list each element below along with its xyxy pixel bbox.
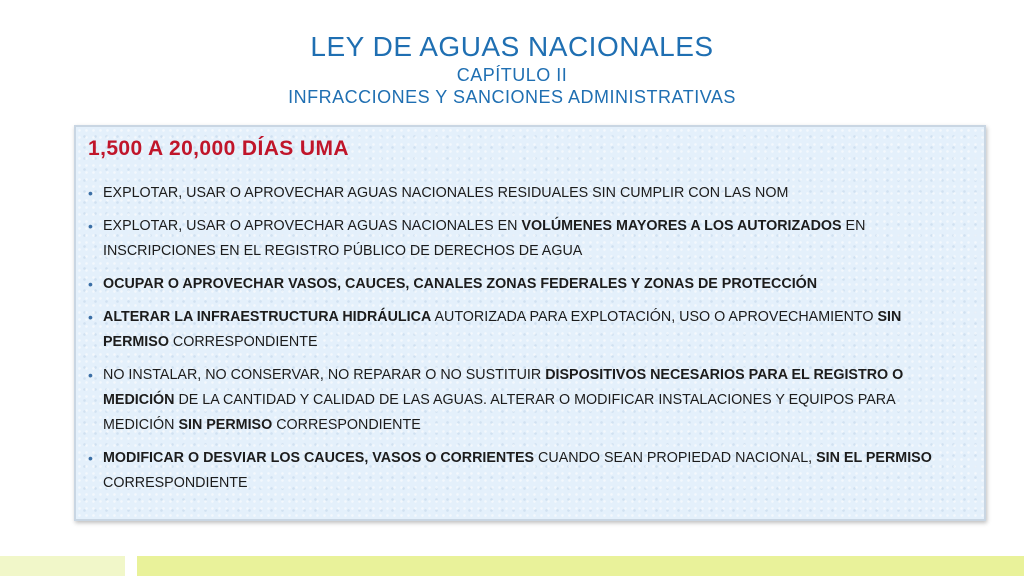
- bullet-icon: •: [88, 367, 93, 383]
- list-item-text: CORRESPONDIENTE: [168, 334, 318, 350]
- bullet-icon: •: [88, 309, 93, 325]
- list-item-text: CORRESPONDIENTE: [103, 475, 248, 491]
- slide-title: LEY DE AGUAS NACIONALES: [310, 31, 714, 62]
- list-item-emphasis: OCUPAR O APROVECHAR VASOS, CAUCES, CANALES ZONAS FEDERALES Y ZONAS DE PROTECCIÓN: [103, 276, 818, 292]
- list-item-text: CUANDO SEAN PROPIEDAD NACIONAL,: [534, 450, 817, 466]
- list-item-text: AUTORIZADA PARA EXPLOTACIÓN, USO O APROVECHAMIENTO: [431, 309, 878, 325]
- slide-subtitle: INFRACCIONES Y SANCIONES ADMINISTRATIVAS: [288, 87, 736, 107]
- list-item-emphasis: ALTERAR LA INFRAESTRUCTURA HIDRÁULICA: [103, 309, 432, 325]
- list-item-emphasis: MODIFICAR O DESVIAR LOS CAUCES, VASOS O CORRIENTES: [103, 450, 535, 466]
- footer-bar-left: [0, 556, 125, 576]
- list-item-text: DE LA CANTIDAD Y CALIDAD DE LAS AGUAS. ALTERAR O MODIFICAR INSTALACIONES Y EQUIPOS PARA MEDICIÓN: [103, 392, 895, 433]
- list-item: [88, 214, 968, 264]
- penalty-heading: 1,500 A 20,000 DÍAS UMA: [88, 137, 349, 160]
- bullet-icon: •: [88, 185, 93, 201]
- list-item-text: EXPLOTAR, USAR O APROVECHAR AGUAS NACIONALES RESIDUALES SIN CUMPLIR CON LAS NOM: [103, 185, 789, 201]
- list-item: [88, 181, 968, 206]
- list-item: [88, 272, 968, 297]
- list-item: [88, 305, 968, 355]
- bullet-icon: •: [88, 276, 93, 292]
- title-block: [0, 30, 1024, 108]
- list-item: [88, 363, 968, 438]
- list-item-text: CORRESPONDIENTE: [272, 417, 421, 433]
- bullet-icon: •: [88, 218, 93, 234]
- list-item-text: NO INSTALAR, NO CONSERVAR, NO REPARAR O NO SUSTITUIR: [103, 367, 546, 383]
- list-item-emphasis: SIN PERMISO: [178, 417, 273, 433]
- list-item-text: EXPLOTAR, USAR O APROVECHAR AGUAS NACIONALES EN: [103, 218, 522, 234]
- list-item-emphasis: SIN PERMISO: [103, 309, 902, 350]
- list-item-emphasis: SIN EL PERMISO: [816, 450, 932, 466]
- list-item-text: EN INSCRIPCIONES EN EL REGISTRO PÚBLICO DE DERECHOS DE AGUA: [103, 218, 866, 259]
- footer-bar-right: [137, 556, 1024, 576]
- content-panel: [74, 125, 986, 521]
- list-item: [88, 446, 968, 496]
- chapter-label: CAPÍTULO II: [456, 65, 568, 85]
- list-item-emphasis: VOLÚMENES MAYORES A LOS AUTORIZADOS: [521, 218, 842, 234]
- bullet-icon: •: [88, 450, 93, 466]
- infraction-list: [88, 181, 968, 504]
- list-item-emphasis: DISPOSITIVOS NECESARIOS PARA EL REGISTRO O MEDICIÓN: [103, 367, 904, 408]
